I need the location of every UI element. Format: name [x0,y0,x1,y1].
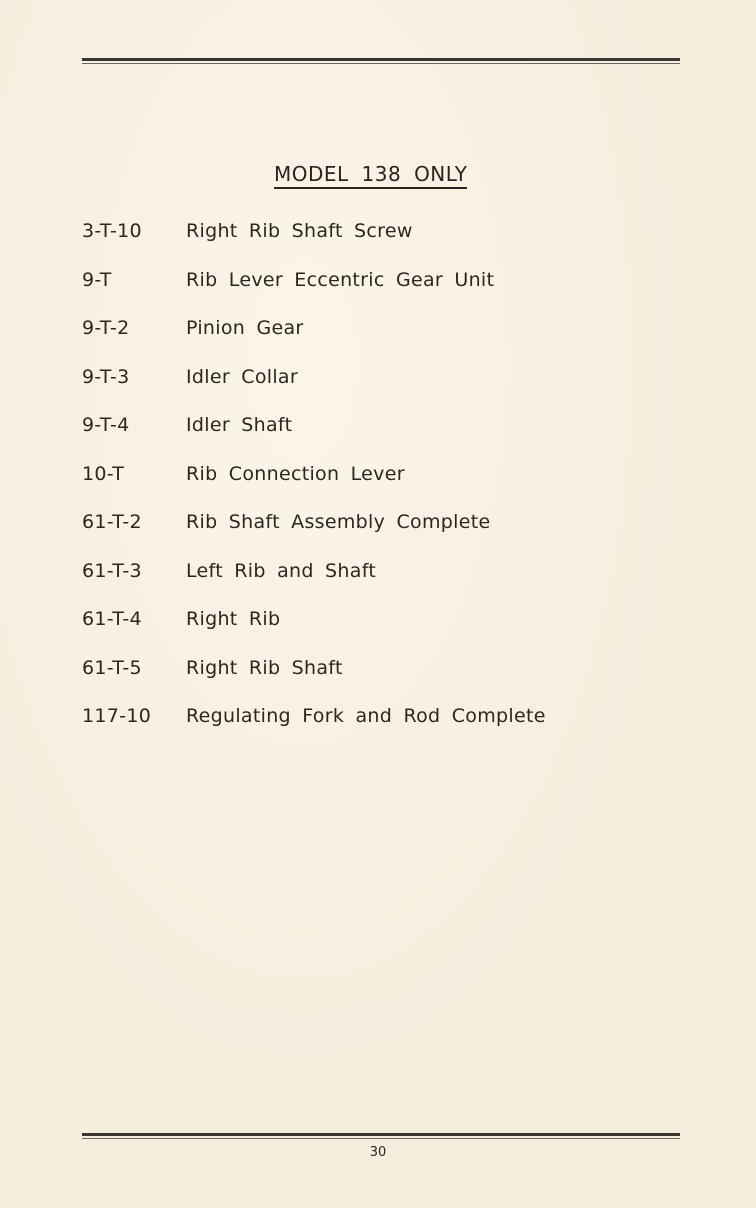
part-row [82,269,682,318]
part-description: Idler Shaft [186,414,293,436]
part-description: Rib Lever Eccentric Gear Unit [186,268,495,291]
part-description: Rib Shaft Assembly Complete [186,511,491,533]
part-number: 9-T-3 [82,365,130,388]
part-number: 61-T-3 [82,559,142,582]
part-number: 61-T-4 [82,608,142,630]
top-rule [82,58,680,61]
part-number: 9-T-4 [82,414,130,436]
part-row [82,463,682,512]
part-number: 9-T-2 [82,317,130,339]
part-row [82,220,682,269]
part-number: 61-T-2 [82,511,142,533]
parts-list [82,220,682,754]
part-number: 10-T [82,462,125,485]
part-description: Pinion Gear [186,317,304,339]
page-number: 30 [369,1145,387,1160]
part-row [82,317,682,366]
part-row [82,705,682,754]
part-description: Regulating Fork and Rod Complete [186,705,546,727]
section-heading: MODEL 138 ONLY [274,162,467,189]
part-number: 9-T [82,268,112,291]
part-row [82,657,682,706]
top-rule-thin [82,63,680,64]
part-description: Right Rib Shaft [186,656,343,679]
part-row [82,608,682,657]
part-number: 117-10 [82,705,152,727]
part-description: Rib Connection Lever [186,462,405,485]
part-row [82,511,682,560]
part-description: Left Rib and Shaft [186,559,377,582]
part-description: Idler Collar [186,365,298,388]
part-row [82,560,682,609]
part-row [82,366,682,415]
bottom-rule [82,1133,680,1136]
part-description: Right Rib Shaft Screw [186,220,413,242]
part-number: 61-T-5 [82,656,142,679]
part-description: Right Rib [186,608,281,630]
part-row [82,414,682,463]
part-number: 3-T-10 [82,220,142,242]
bottom-rule-thin [82,1138,680,1139]
